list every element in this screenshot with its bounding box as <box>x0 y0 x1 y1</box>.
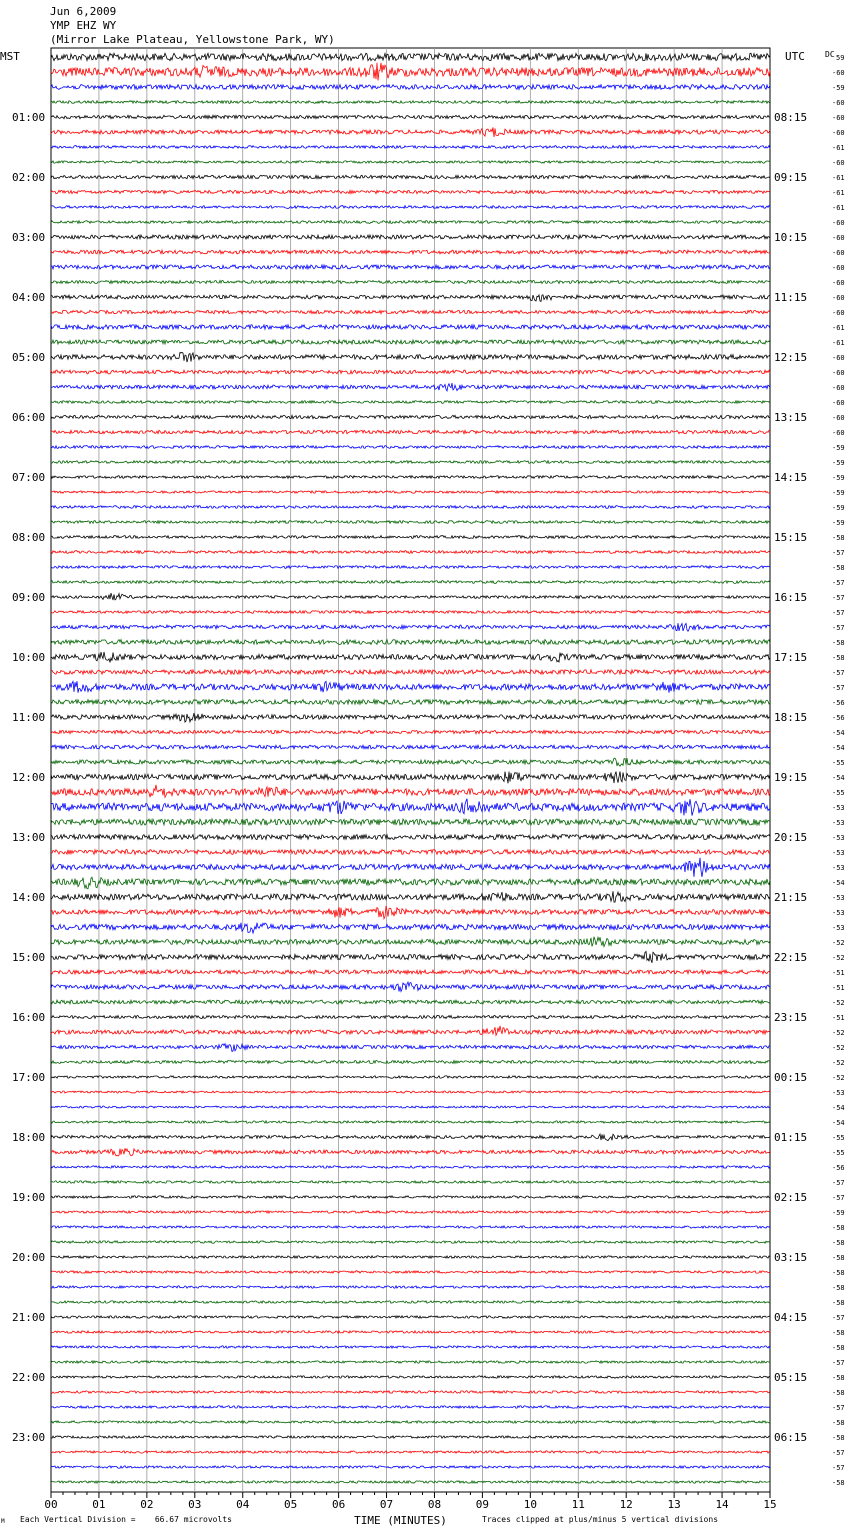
seismic-trace <box>51 745 770 749</box>
seismic-trace <box>51 819 770 825</box>
left-hour-label: 15:00 <box>12 951 46 964</box>
right-hour-label: 05:15 <box>774 1371 808 1384</box>
x-tick-label: 03 <box>188 1498 202 1511</box>
dc-offset-label: -57 <box>832 624 845 632</box>
x-tick-label: 00 <box>44 1498 58 1511</box>
corner-mark: M <box>1 1518 5 1525</box>
left-hour-label: 17:00 <box>12 1071 46 1084</box>
seismic-trace <box>51 250 770 254</box>
seismic-trace <box>51 551 770 554</box>
seismic-trace <box>51 906 770 919</box>
dc-offset-label: -54 <box>832 729 845 737</box>
dc-offset-label: -58 <box>832 1434 845 1442</box>
seismic-trace <box>51 1211 770 1213</box>
dc-offset-label: -57 <box>832 594 845 602</box>
dc-offset-label: -58 <box>832 1344 845 1352</box>
dc-offset-label: -60 <box>832 294 845 302</box>
dc-offset-label: -52 <box>832 954 845 962</box>
seismic-trace <box>51 430 770 433</box>
right-hour-label: 21:15 <box>774 891 808 904</box>
seismic-trace <box>51 1148 770 1156</box>
dc-offset-label: -53 <box>832 909 845 917</box>
dc-offset-label: -55 <box>832 1134 845 1142</box>
dc-offset-label: -58 <box>832 1389 845 1397</box>
right-hour-label: 19:15 <box>774 771 808 784</box>
right-hour-label: 16:15 <box>774 591 808 604</box>
dc-offset-label: -54 <box>832 744 845 752</box>
dc-offset-label: -54 <box>832 1104 845 1112</box>
seismic-trace <box>51 970 770 974</box>
right-hour-label: 23:15 <box>774 1011 808 1024</box>
x-tick-label: 02 <box>140 1498 154 1511</box>
seismic-trace <box>51 281 770 284</box>
dc-offset-label: -57 <box>832 684 845 692</box>
dc-offset-label: 59 <box>836 54 845 62</box>
left-hour-label: 16:00 <box>12 1011 46 1024</box>
seismic-trace <box>51 730 770 733</box>
dc-offset-label: -58 <box>832 534 845 542</box>
right-hour-label: 20:15 <box>774 831 808 844</box>
right-hour-label: 22:15 <box>774 951 808 964</box>
dc-offset-label: -60 <box>832 234 845 242</box>
x-tick-label: 10 <box>523 1498 537 1511</box>
dc-offset-label: -58 <box>832 654 845 662</box>
x-tick-label: 12 <box>619 1498 633 1511</box>
left-hour-label: 14:00 <box>12 891 46 904</box>
seismic-trace <box>51 53 770 60</box>
seismic-trace <box>51 383 770 391</box>
seismic-trace <box>51 593 770 600</box>
dc-label: DC <box>825 50 835 59</box>
seismic-trace <box>51 1076 770 1078</box>
right-hour-label: 17:15 <box>774 651 808 664</box>
seismic-trace <box>51 340 770 344</box>
station-code: YMP EHZ WY <box>50 19 117 32</box>
dc-offset-label: -57 <box>832 1194 845 1202</box>
seismic-trace <box>51 611 770 614</box>
dc-offset-label: -54 <box>832 1119 845 1127</box>
left-timezone-label: MST <box>0 50 20 63</box>
left-hour-label: 18:00 <box>12 1131 46 1144</box>
left-hour-label: 07:00 <box>12 471 46 484</box>
dc-offset-label: -57 <box>832 1179 845 1187</box>
seismic-trace <box>51 858 770 877</box>
dc-offset-label: -58 <box>832 1284 845 1292</box>
seismic-trace <box>51 771 770 783</box>
dc-offset-label: -57 <box>832 1449 845 1457</box>
right-hour-label: 00:15 <box>774 1071 808 1084</box>
seismic-trace <box>51 713 770 722</box>
seismic-trace <box>51 265 770 269</box>
dc-offset-label: -57 <box>832 549 845 557</box>
x-tick-label: 01 <box>92 1498 106 1511</box>
seismic-trace <box>51 1376 770 1378</box>
dc-offset-label: -58 <box>832 564 845 572</box>
dc-offset-label: -53 <box>832 924 845 932</box>
dc-offset-label: -52 <box>832 1044 845 1052</box>
dc-offset-label: -52 <box>832 999 845 1007</box>
left-hour-label: 08:00 <box>12 531 46 544</box>
left-hour-label: 19:00 <box>12 1191 46 1204</box>
left-hour-label: 04:00 <box>12 291 46 304</box>
seismic-trace <box>51 370 770 374</box>
dc-offset-label: -51 <box>832 1014 845 1022</box>
seismic-trace <box>51 63 770 81</box>
seismic-trace <box>51 206 770 209</box>
seismic-trace <box>51 1196 770 1198</box>
dc-offset-label: -57 <box>832 1359 845 1367</box>
seismic-trace <box>51 1481 770 1483</box>
dc-offset-label: -60 <box>832 159 845 167</box>
x-tick-label: 04 <box>236 1498 250 1511</box>
dc-offset-label: -60 <box>832 384 845 392</box>
dc-offset-label: -60 <box>832 279 845 287</box>
seismic-trace <box>51 681 770 693</box>
x-tick-label: 14 <box>715 1498 729 1511</box>
dc-offset-label: -59 <box>832 474 845 482</box>
seismic-trace <box>51 799 770 816</box>
seismic-trace <box>51 536 770 539</box>
left-hour-label: 22:00 <box>12 1371 46 1384</box>
seismic-trace <box>51 835 770 840</box>
seismic-trace <box>51 700 770 705</box>
seismic-trace <box>51 127 770 137</box>
dc-offset-label: -59 <box>832 489 845 497</box>
station-location: (Mirror Lake Plateau, Yellowstone Park, WY) <box>50 33 335 46</box>
seismic-trace <box>51 415 770 418</box>
dc-offset-label: -60 <box>832 414 845 422</box>
dc-offset-label: -55 <box>832 759 845 767</box>
left-hour-label: 13:00 <box>12 831 46 844</box>
seismic-trace <box>51 1406 770 1408</box>
right-hour-label: 04:15 <box>774 1311 808 1324</box>
dc-offset-label: -60 <box>832 264 845 272</box>
seismic-trace <box>51 175 770 178</box>
seismic-trace <box>51 235 770 239</box>
dc-offset-label: -59 <box>832 504 845 512</box>
seismic-trace <box>51 1181 770 1183</box>
dc-offset-label: -59 <box>832 1209 845 1217</box>
seismic-trace <box>51 1166 770 1168</box>
seismic-trace <box>51 982 770 991</box>
dc-offset-label: -52 <box>832 1059 845 1067</box>
seismic-trace <box>51 491 770 493</box>
seismic-trace <box>51 1301 770 1303</box>
seismic-trace <box>51 1091 770 1093</box>
seismic-trace <box>51 1436 770 1438</box>
seismic-trace <box>51 295 770 302</box>
dc-offset-label: -61 <box>832 174 845 182</box>
seismic-trace <box>51 1271 770 1273</box>
dc-offset-label: -55 <box>832 1149 845 1157</box>
clip-note: Traces clipped at plus/minus 5 vertical divisions <box>482 1515 719 1524</box>
seismic-trace <box>51 85 770 90</box>
dc-offset-label: -59 <box>832 84 845 92</box>
seismic-trace <box>51 352 770 362</box>
seismic-trace <box>51 221 770 224</box>
right-hour-label: 11:15 <box>774 291 808 304</box>
seismic-trace <box>51 581 770 584</box>
right-hour-label: 09:15 <box>774 171 808 184</box>
seismic-trace <box>51 891 770 902</box>
seismic-trace <box>51 1331 770 1333</box>
left-hour-label: 23:00 <box>12 1431 46 1444</box>
dc-offset-label: -57 <box>832 609 845 617</box>
seismic-trace <box>51 1106 770 1108</box>
right-hour-label: 08:15 <box>774 111 808 124</box>
dc-offset-label: -56 <box>832 1164 845 1172</box>
dc-offset-label: -58 <box>832 639 845 647</box>
x-tick-label: 09 <box>475 1498 490 1511</box>
left-hour-label: 20:00 <box>12 1251 46 1264</box>
seismic-trace <box>51 1256 770 1258</box>
dc-offset-label: -61 <box>832 204 845 212</box>
right-hour-label: 10:15 <box>774 231 808 244</box>
dc-offset-label: -58 <box>832 1419 845 1427</box>
right-timezone-label: UTC <box>785 50 805 63</box>
seismic-trace <box>51 1421 770 1423</box>
seismic-trace <box>51 623 770 631</box>
dc-offset-label: -59 <box>832 519 845 527</box>
seismic-trace <box>51 1466 770 1468</box>
right-hour-label: 18:15 <box>774 711 808 724</box>
dc-offset-label: -53 <box>832 834 845 842</box>
right-hour-label: 01:15 <box>774 1131 808 1144</box>
dc-offset-label: -60 <box>832 99 845 107</box>
dc-offset-label: -55 <box>832 789 845 797</box>
seismic-trace <box>51 850 770 855</box>
seismic-trace <box>51 1061 770 1064</box>
seismic-trace <box>51 640 770 645</box>
left-hour-label: 21:00 <box>12 1311 46 1324</box>
seismic-trace <box>51 1121 770 1123</box>
right-hour-label: 13:15 <box>774 411 808 424</box>
seismic-trace <box>51 952 770 963</box>
right-hour-label: 03:15 <box>774 1251 808 1264</box>
dc-offset-label: -57 <box>832 669 845 677</box>
x-tick-label: 07 <box>379 1498 394 1511</box>
dc-offset-label: -58 <box>832 1374 845 1382</box>
seismic-trace <box>51 1000 770 1004</box>
seismic-trace <box>51 161 770 163</box>
dc-offset-label: -57 <box>832 1314 845 1322</box>
dc-offset-label: -57 <box>832 1464 845 1472</box>
dc-offset-label: -60 <box>832 249 845 257</box>
left-hour-label: 11:00 <box>12 711 46 724</box>
plot-frame <box>51 48 770 1492</box>
dc-offset-label: -60 <box>832 399 845 407</box>
x-tick-label: 11 <box>571 1498 585 1511</box>
seismic-trace <box>51 506 770 509</box>
dc-offset-label: -53 <box>832 1089 845 1097</box>
dc-offset-label: -61 <box>832 189 845 197</box>
dc-offset-label: -53 <box>832 804 845 812</box>
left-hour-label: 03:00 <box>12 231 46 244</box>
seismic-trace <box>51 1044 770 1052</box>
seismic-trace <box>51 670 770 674</box>
dc-offset-label: -53 <box>832 864 845 872</box>
seismic-trace <box>51 1451 770 1453</box>
dc-offset-label: -54 <box>832 774 845 782</box>
x-axis-label: TIME (MINUTES) <box>354 1514 447 1527</box>
seismic-trace <box>51 652 770 663</box>
x-tick-label: 08 <box>427 1498 442 1511</box>
right-hour-label: 02:15 <box>774 1191 808 1204</box>
right-hour-label: 12:15 <box>774 351 808 364</box>
dc-offset-label: -59 <box>832 459 845 467</box>
right-hour-label: 15:15 <box>774 531 808 544</box>
seismic-trace <box>51 758 770 766</box>
dc-offset-label: -60 <box>832 369 845 377</box>
dc-offset-label: -60 <box>832 429 845 437</box>
seismic-trace <box>51 1016 770 1019</box>
seismic-trace <box>51 877 770 889</box>
seismic-trace <box>51 446 770 449</box>
dc-offset-label: -57 <box>832 579 845 587</box>
seismic-trace <box>51 1391 770 1393</box>
seismic-trace <box>51 101 770 104</box>
dc-offset-label: -53 <box>832 819 845 827</box>
dc-offset-label: -57 <box>832 1404 845 1412</box>
x-tick-label: 06 <box>331 1498 346 1511</box>
dc-offset-label: -54 <box>832 879 845 887</box>
dc-offset-label: -52 <box>832 939 845 947</box>
dc-offset-label: -60 <box>832 309 845 317</box>
seismic-trace <box>51 1026 770 1036</box>
dc-offset-label: -52 <box>832 1029 845 1037</box>
dc-offset-label: -61 <box>832 324 845 332</box>
seismic-trace <box>51 1241 770 1243</box>
dc-offset-label: -60 <box>832 219 845 227</box>
dc-offset-label: -58 <box>832 1269 845 1277</box>
dc-offset-label: -59 <box>832 444 845 452</box>
seismic-trace <box>51 115 770 118</box>
seismic-trace <box>51 461 770 464</box>
dc-offset-label: -58 <box>832 1299 845 1307</box>
left-hour-label: 05:00 <box>12 351 46 364</box>
chart-date: Jun 6,2009 <box>50 5 117 18</box>
dc-offset-label: -60 <box>832 354 845 362</box>
seismic-trace <box>51 190 770 193</box>
dc-offset-label: -58 <box>832 1329 845 1337</box>
dc-offset-label: -61 <box>832 144 845 152</box>
seismic-trace <box>51 1346 770 1348</box>
seismic-trace <box>51 401 770 404</box>
dc-offset-label: -58 <box>832 1254 845 1262</box>
seismic-trace <box>51 521 770 524</box>
left-hour-label: 01:00 <box>12 111 46 124</box>
seismic-trace <box>51 310 770 313</box>
x-tick-label: 05 <box>284 1498 298 1511</box>
dc-offset-label: -51 <box>832 984 845 992</box>
left-hour-label: 12:00 <box>12 771 46 784</box>
right-hour-label: 14:15 <box>774 471 808 484</box>
dc-offset-label: -58 <box>832 1479 845 1487</box>
seismic-trace <box>51 1226 770 1228</box>
seismic-trace <box>51 1316 770 1318</box>
scale-note: Each Vertical Division = 66.67 microvolts <box>20 1515 232 1524</box>
right-hour-label: 06:15 <box>774 1431 808 1444</box>
left-hour-label: 09:00 <box>12 591 46 604</box>
dc-offset-label: -58 <box>832 1239 845 1247</box>
seismic-trace <box>51 566 770 569</box>
x-tick-label: 13 <box>667 1498 681 1511</box>
seismic-trace <box>51 1361 770 1363</box>
dc-offset-label: -52 <box>832 1074 845 1082</box>
dc-offset-label: -60 <box>832 129 845 137</box>
x-tick-label: 15 <box>763 1498 777 1511</box>
seismic-trace <box>51 325 770 329</box>
dc-offset-label: -61 <box>832 339 845 347</box>
dc-offset-label: -60 <box>832 69 845 77</box>
dc-offset-label: -56 <box>832 714 845 722</box>
seismic-trace <box>51 785 770 798</box>
seismic-trace <box>51 1134 770 1141</box>
left-hour-label: 06:00 <box>12 411 46 424</box>
dc-offset-label: -60 <box>832 114 845 122</box>
left-hour-label: 02:00 <box>12 171 46 184</box>
seismic-trace <box>51 146 770 149</box>
dc-offset-label: -58 <box>832 1224 845 1232</box>
dc-offset-label: -53 <box>832 849 845 857</box>
dc-offset-label: -51 <box>832 969 845 977</box>
seismic-trace <box>51 937 770 947</box>
seismic-trace <box>51 1286 770 1288</box>
seismic-trace <box>51 923 770 933</box>
left-hour-label: 10:00 <box>12 651 46 664</box>
dc-offset-label: -56 <box>832 699 845 707</box>
seismic-trace <box>51 476 770 479</box>
dc-offset-label: -53 <box>832 894 845 902</box>
